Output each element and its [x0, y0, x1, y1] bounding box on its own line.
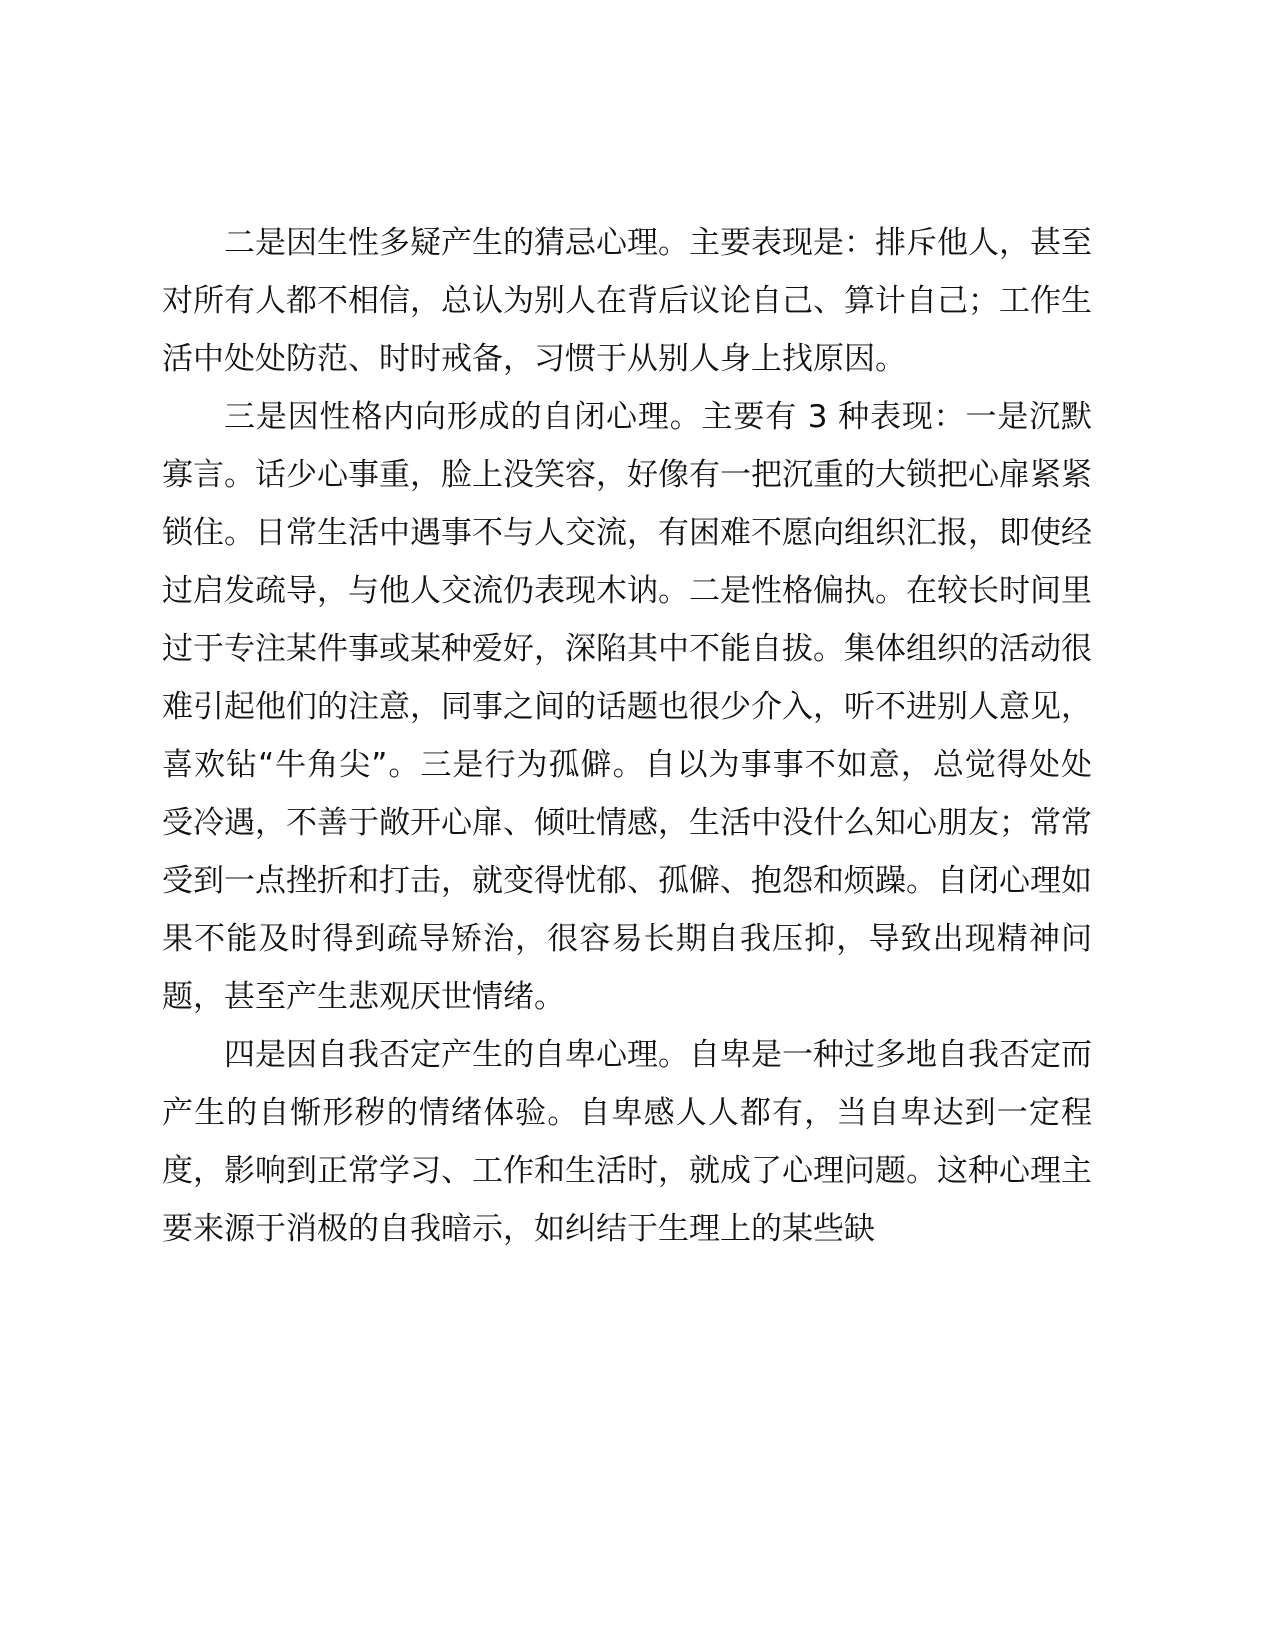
paragraph-suspicion: 二是因生性多疑产生的猜忌心理。主要表现是：排斥他人，甚至对所有人都不相信，总认为别人在背后议论自己、算计自己；工作生活中处处防范、时时戒备，习惯于从别人身上找原因。 [162, 225, 1092, 377]
paragraph-autism: 三是因性格内向形成的自闭心理。主要有 3 种表现：一是沉默寡言。话少心事重，脸上没笑容，好像有一把沉重的大锁把心扉紧紧锁住。日常生活中遇事不与人交流，有困难不愿向组织汇报，即使经过启发疏导，与他人交流仍表现木讷。二是性格偏执。在较长时间里过于专注某件事或某种爱好，深陷其中不能自拔。集体组织的活动很难引起他们的注意，同事之间的话题也很少介入，听不进别人意见，喜欢钻“牛角尖”。三是行为孤僻。自以为事事不如意，总觉得处处受冷遇，不善于敞开心扉、倾吐情感，生活中没什么知心朋友；常常受到一点挫折和打击，就变得忧郁、孤僻、抱怨和烦躁。自闭心理如果不能及时得到疏导矫治，很容易长期自我压抑，导致出现精神问题，甚至产生悲观厌世情绪。 [162, 399, 1092, 1015]
paragraph-inferiority: 四是因自我否定产生的自卑心理。自卑是一种过多地自我否定而产生的自惭形秽的情绪体验。自卑感人人都有，当自卑达到一定程度，影响到正常学习、工作和生活时，就成了心理问题。这种心理主要来源于消极的自我暗示，如纠结于生理上的某些缺 [162, 1037, 1092, 1247]
body-text [162, 214, 1092, 1258]
